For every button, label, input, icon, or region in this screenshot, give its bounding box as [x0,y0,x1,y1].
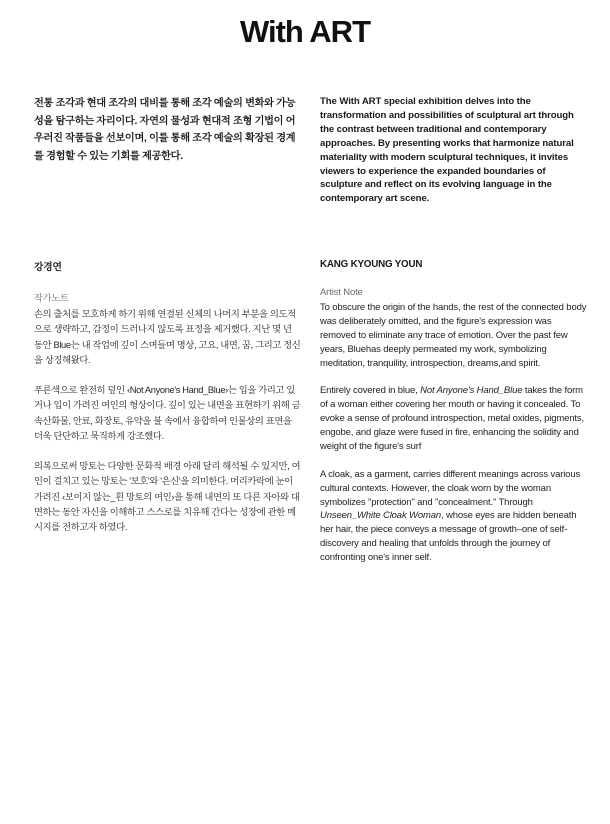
note-korean-p2-before: 푸른색으로 완전히 덮인 [34,385,128,396]
note-english-paragraph-2 [320,384,588,454]
note-korean-p2-after: 는 입을 가리고 있거나 입이 가려진 여인의 형상이다. 깊이 있는 내면을 표현하기 위해 금속산화물, 안료, 화장토, 유약을 불 속에서 융합하여 인물상의 표면을 더욱 단단하고 묵직하게 강조했다. [34,385,301,441]
note-korean-paragraph-3: 의복으로써 망토는 다양한 문화적 배경 아래 달리 해석될 수 있지만, 여인이 걸치고 있는 망토는 '보호'와 '은신'을 의미한다. 머리카락에 눈이 가려진 ‹보이지 않는_흰 망토의 여인›을 통해 내면의 또 다른 자아와 대면하는 동안 자신을 이해하고 스스로를 치유해 간다는 성장에 관한 메시지를 전하고자 하였다. [34,461,301,533]
artist-note-english [320,286,588,579]
note-english-p2-after: takes the form of a woman either covering her mouth or having it concealed. To evoke a sense of profound introspection, metal oxides, pigments, engobe, and glaze were fused in fire, enhancing the solidity and weight of the figure's surf [320,385,584,452]
intro-korean-text: 전통 조각과 현대 조각의 대비를 통해 조각 예술의 변화와 가능성을 탐구하는 자리이다. 자연의 물성과 현대적 조형 기법이 어우러진 작품들을 선보이며, 이를 통해 조각 예술의 확장된 경계를 경험할 수 있는 기회를 제공한다. [34,98,296,162]
note-english-p2-work-title: Not Anyone's Hand_Blue [420,385,523,397]
intro-korean [34,95,302,165]
note-english-p3-work-title: Unseen_White Cloak Woman [320,510,442,522]
page-title: With ART [239,14,371,49]
artist-note-label-korean: 작가노트 [34,293,69,303]
note-korean-paragraph-2 [34,383,302,444]
intro-english-text: The With ART special exhibition delves into the transformation and possibilities of sculptural art through the contrast between traditional and contemporary approaches. By presenting works that harmonize natural materiality with modern sculptural techniques, it invites viewers to experience the expanded boundaries of sculpture and reflect on its evolving language in the contemporary art scene. [320,96,574,205]
note-english-p3-before: A cloak, as a garment, carries different meanings across various cultural contexts. However, the cloak worn by the woman symbolizes "protection" and "concealment." Through [320,468,581,508]
artist-note-label-english: Artist Note [320,287,363,298]
note-english-paragraph-1: To obscure the origin of the hands, the rest of the connected body was deliberately omitted, and the figure's expression was removed to eliminate any trace of emotion. Over the past few years, Bluehas deeply permeated my work, symbolizing meditation, tranquility, introspection, dreams,and spirit. [320,301,587,369]
note-english-p3-after: , whose eyes are hidden beneath her hair, the piece conveys a message of growth–one of self-discovery and healing that unfolds through the journey of confronting one's inner self. [320,510,577,564]
note-korean-paragraph-1: 손의 출처를 모호하게 하기 위해 연결된 신체의 나머지 부분을 의도적으로 생략하고, 감정이 드러나지 않도록 표정을 제거했다. 지난 몇 년 동안 Blue는 내 작업에 깊이 스며들며 명상, 고요, 내면, 꿈, 그리고 정신을 상징해왔다. [34,309,301,365]
note-english-paragraph-3 [320,468,588,565]
note-english-p2-before: Entirely covered in blue, [320,385,421,397]
artist-note-korean [34,291,302,550]
artist-name-english: KANG KYOUNG YOUN [320,259,423,270]
note-korean-p2-work-title: ‹Not Anyone's Hand_Blue› [127,385,228,396]
artist-name-korean: 강경연 [34,262,62,273]
intro-english [320,95,588,206]
